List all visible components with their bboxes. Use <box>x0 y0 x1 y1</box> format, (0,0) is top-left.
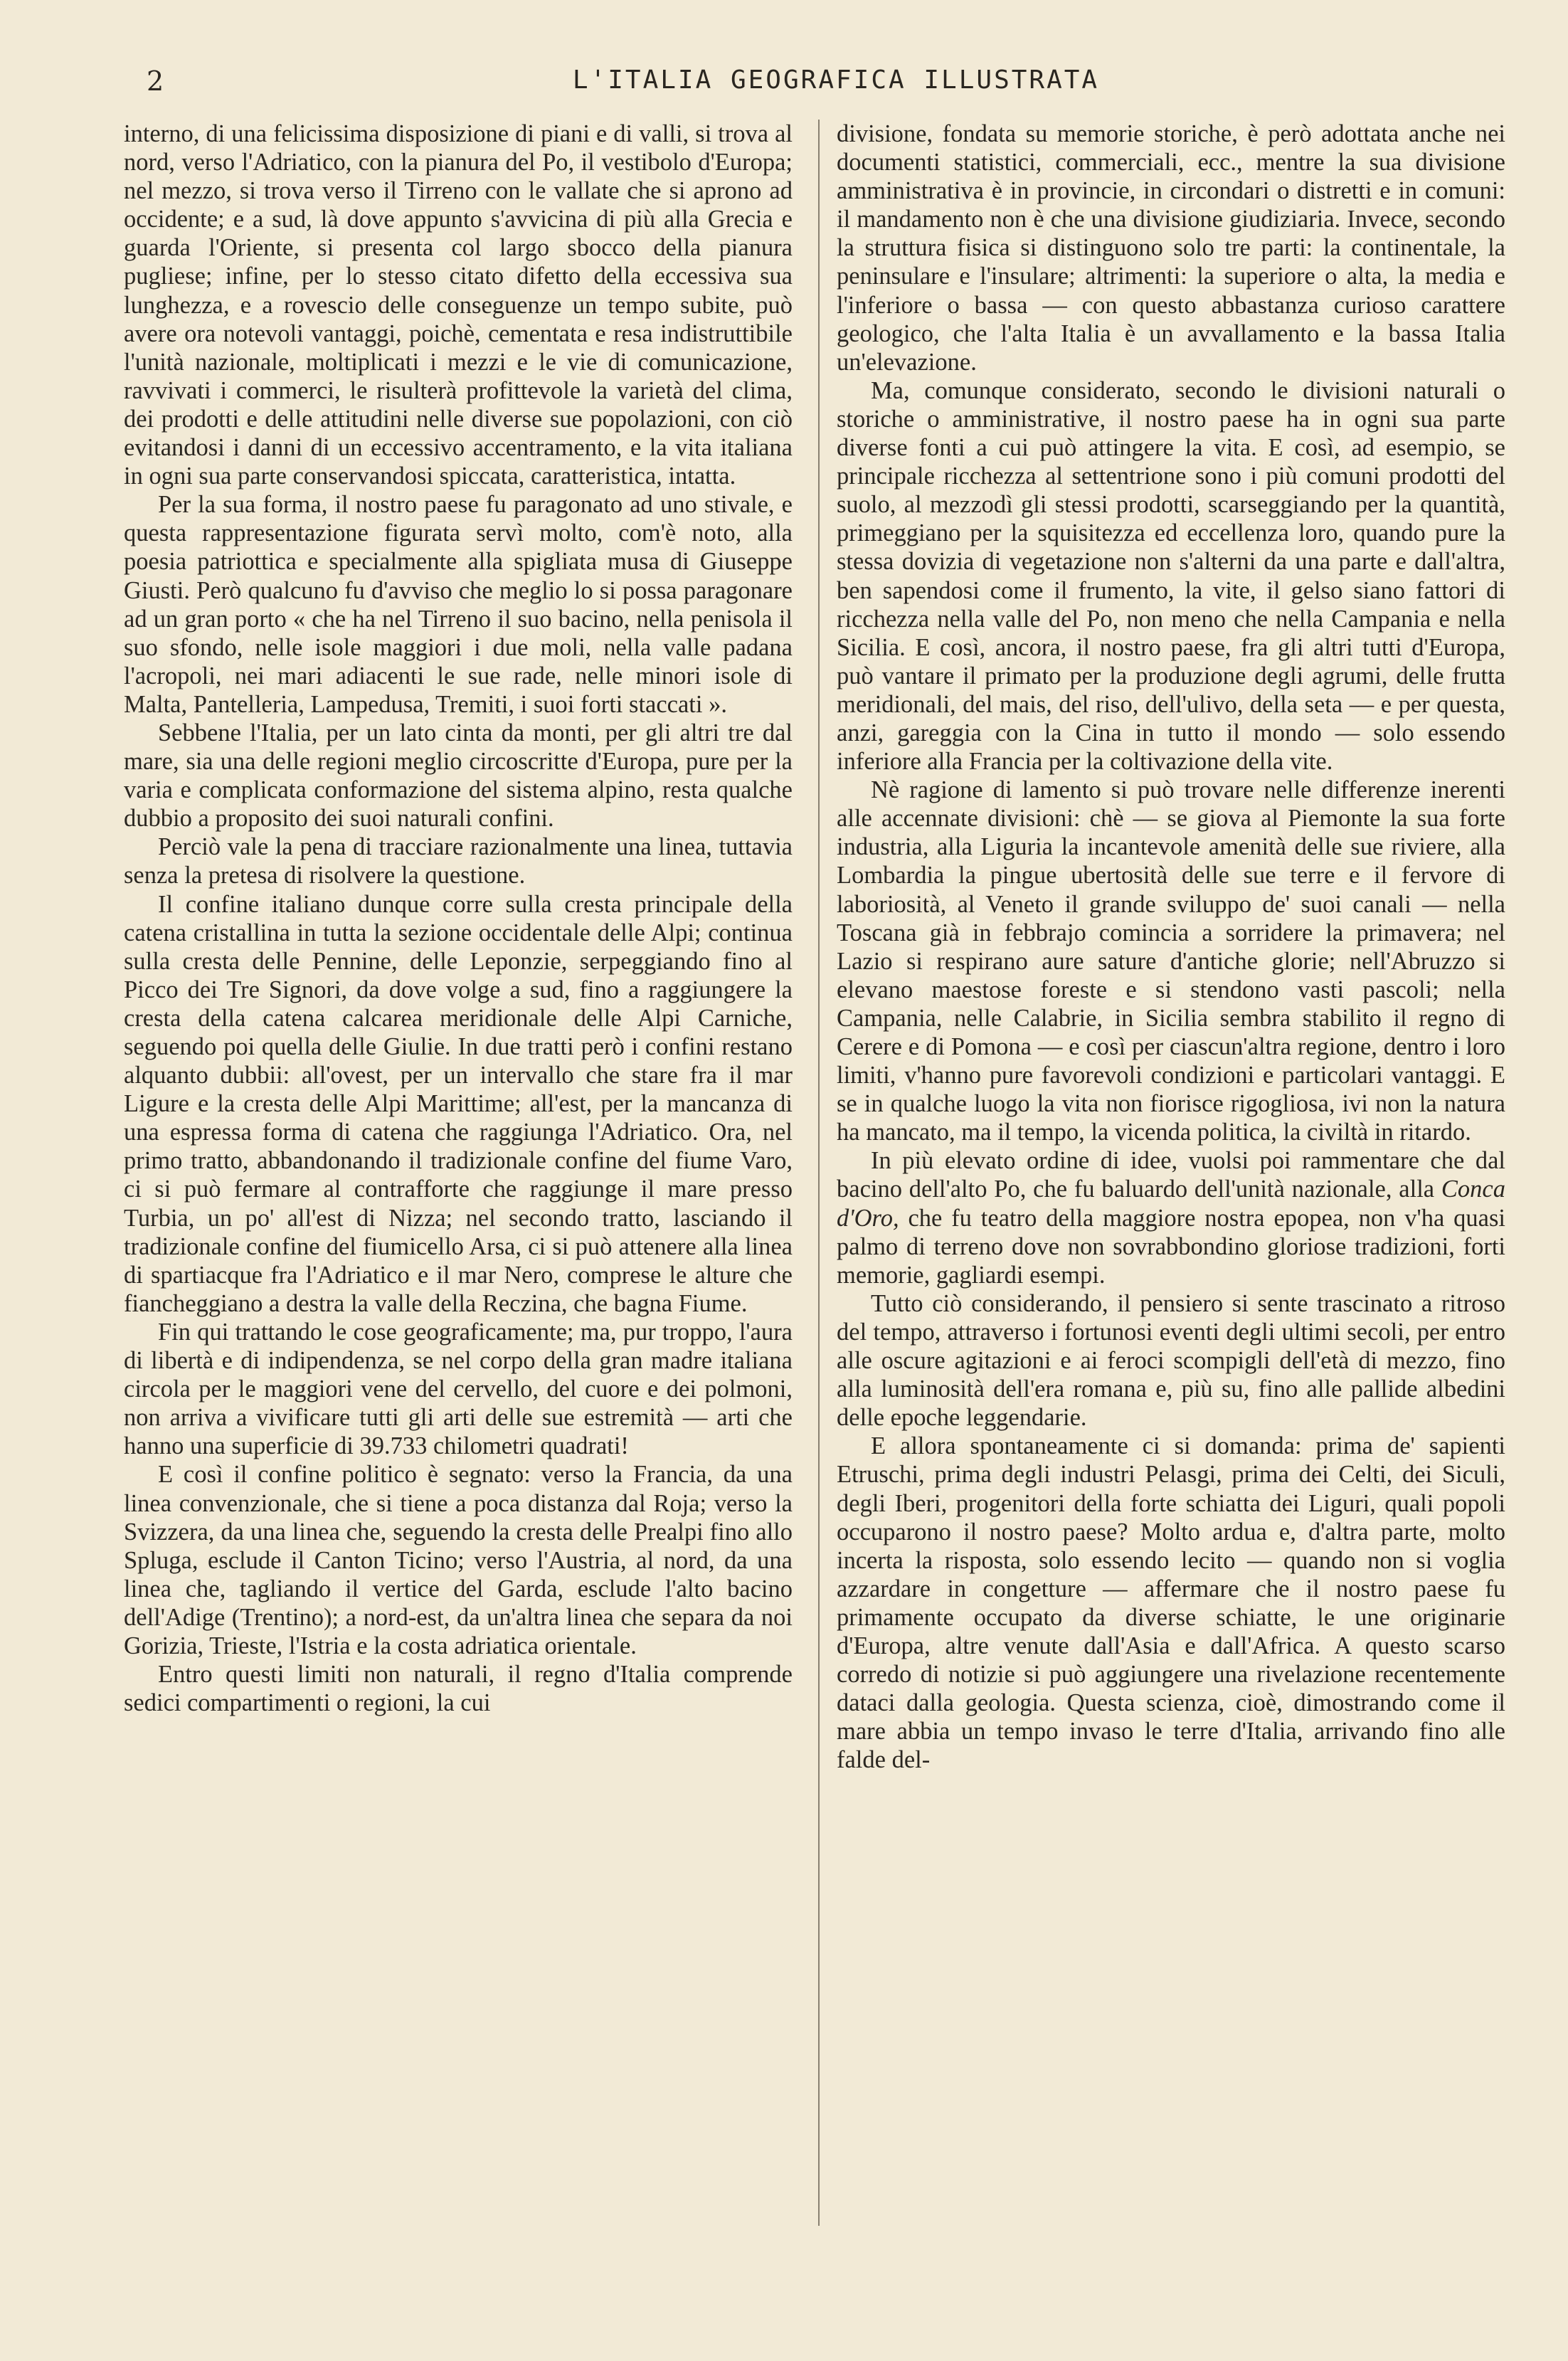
page-header <box>142 65 1530 108</box>
right-column <box>837 120 1505 1774</box>
paragraph: Il confine italiano dunque corre sulla cresta principale della catena cristallina in tutta la sezione occidentale delle Alpi; continua sulla cresta delle Pennine, delle Leponzie, serpeggiando fino al Picco dei Tre Signori, da dove volge a sud, fino a raggiungere la cresta della catena calcarea meridionale delle Alpi Carniche, seguendo poi quella delle Giulie. In due tratti però i confini restano alquanto dubbii: all'ovest, per un intervallo che stare fra il mar Ligure e la cresta delle Alpi Marittime; all'est, per la mancanza di una espressa forma di catena che raggiunga l'Adriatico. Ora, nel primo tratto, abbandonando il tradizionale confine del fiume Varo, ci si può fermare al contrafforte che raggiunge il mare presso Turbia, un po' all'est di Nizza; nel secondo tratto, lasciando il tradizionale confine del fiumicello Arsa, ci si può attenere alla linea di spartiacque fra l'Adriatico e il mar Nero, comprese le alture che fiancheggiano a destra la valle della Reczina, che bagna Fiume. <box>124 890 793 1317</box>
paragraph: E allora spontaneamente ci si domanda: prima de' sapienti Etruschi, prima degli industri Pelasgi, prima dei Celti, dei Siculi, degli Iberi, progenitori della forte schiatta dei Liguri, quali popoli occuparono il nostro paese? Molto ardua e, d'altra parte, molto incerta la risposta, solo essendo lecito — quando non si voglia azzardare in congetture — affermare che il nostro paese fu primamente occupato da diverse schiatte, le une originarie d'Europa, altre venute dall'Asia e dall'Africa. A questo scarso corredo di notizie si può aggiungere una rivelazione recentemente dataci dalla geologia. Questa scienza, cioè, dimostrando come il mare abbia un tempo invaso le terre d'Italia, arrivando fino alle falde del- <box>837 1432 1505 1774</box>
paragraph: interno, di una felicissima disposizione di piani e di valli, si trova al nord, verso l'Adriatico, con la pianura del Po, il vestibolo d'Europa; nel mezzo, si trova verso il Tirreno con le vallate che si aprono ad occidente; e a sud, là dove appunto s'avvicina di più alla Grecia e guarda l'Oriente, si presenta col largo sbocco della pianura pugliese; infine, per lo stesso citato difetto della eccessiva sua lunghezza, e a rovescio delle conseguenze un tempo subite, può avere ora notevoli vantaggi, poichè, cementata e resa indistruttibile l'unità nazionale, moltiplicati i mezzi e le vie di comunicazione, ravvivati i commerci, le risulterà profittevole la varietà del clima, dei prodotti e delle attitudini nelle diverse sue popolazioni, con ciò evitandosi i danni di un eccessivo accentramento, e la vita italiana in ogni sua parte conservandosi spiccata, caratteristica, intatta. <box>124 120 793 490</box>
paragraph: Per la sua forma, il nostro paese fu paragonato ad uno stivale, e questa rappresentazione figurata servì molto, com'è noto, alla poesia patriottica e specialmente alla spigliata musa di Giuseppe Giusti. Però qualcuno fu d'avviso che meglio lo si possa paragonare ad un gran porto « che ha nel Tirreno il suo bacino, nella penisola il suo sfondo, nelle isole maggiori i due moli, nella valle padana l'acropoli, nei mari adiacenti le sue rade, nelle minori isole di Malta, Pantelleria, Lampedusa, Tremiti, i suoi forti staccati ». <box>124 491 793 718</box>
paragraph-text: che fu teatro della maggiore nostra epopea, non v'ha quasi palmo di terreno dove non sovrabbondino gloriose tradizioni, forti memorie, gagliardi esempi. <box>837 1204 1505 1289</box>
paragraph: Entro questi limiti non naturali, il regno d'Italia comprende sedici compartimenti o regioni, la cui <box>124 1661 793 1717</box>
paragraph: divisione, fondata su memorie storiche, è però adottata anche nei documenti statistici, commerciali, ecc., mentre la sua divisione amministrativa è in provincie, in circondari o distretti e in comuni: il mandamento non è che una divisione giudiziaria. Invece, secondo la struttura fisica si distinguono solo tre parti: la continentale, la peninsulare e l'insulare; altrimenti: la superiore o alta, la media e l'inferiore o bassa — con questo abbastanza curioso carattere geologico, che l'alta Italia è un avvallamento e la bassa Italia un'elevazione. <box>837 120 1505 376</box>
paragraph: Nè ragione di lamento si può trovare nelle differenze inerenti alle accennate divisioni: chè — se giova al Piemonte la sua forte industria, alla Liguria la incantevole amenità delle sue riviere, alla Lombardia la pingue ubertosità delle sue terre e il fervore di laboriosità, al Veneto il grande sviluppo de' suoi canali — nella Toscana già in febbrajo comincia a sorridere la primavera; nel Lazio si respirano aure sature d'antiche glorie; nell'Abruzzo si elevano maestose foreste e si stendono vasti pascoli; nella Campania, nelle Calabrie, in Sicilia sembra stabilito il regno di Cerere e di Pomona — e così per ciascun'altra regione, dentro i loro limiti, v'hanno pure favorevoli condizioni e particolari vantaggi. E se in qualche luogo la vita non fiorisce rigogliosa, ivi non la natura ha mancato, ma il tempo, la vicenda politica, la civiltà in ritardo. <box>837 776 1505 1146</box>
left-column <box>124 120 793 1717</box>
paragraph <box>837 1146 1505 1289</box>
paragraph: Sebbene l'Italia, per un lato cinta da monti, per gli altri tre dal mare, sia una delle regioni meglio circoscritte d'Europa, pure per la varia e complicata conformazione del sistema alpino, resta qualche dubbio a proposito dei suoi naturali confini. <box>124 719 793 833</box>
paragraph: Ma, comunque considerato, secondo le divisioni naturali o storiche o amministrative, il nostro paese ha in ogni sua parte diverse fonti a cui può attingere la vita. E così, ad esempio, se principale ricchezza al settentrione sono i più comuni prodotti del suolo, al mezzodì gli stessi prodotti, scarseggiando per la quantità, primeggiano per la squisitezza ed eccellenza loro, quando pure la stessa dovizia di vegetazione non s'alterni da una parte e dall'altra, ben sapendosi come il frumento, la vite, il gelso siano fattori di ricchezza nella valle del Po, non meno che nella Campania e nella Sicilia. E così, ancora, il nostro paese, fra gli altri tutti d'Europa, può vantare il primato per la produzione degli agrumi, delle frutta meridionali, del mais, del riso, dell'ulivo, della seta — e per questa, anzi, gareggia con la Cina in tutto il mondo — solo essendo inferiore alla Francia per la coltivazione della vite. <box>837 376 1505 776</box>
italic-place-name: Conca d'Oro, <box>837 1176 1505 1232</box>
paragraph-text: In più elevato ordine di idee, vuolsi poi rammentare che dal bacino dell'alto Po, che fu baluardo dell'unità nazionale, alla <box>837 1147 1505 1203</box>
running-title: L'ITALIA GEOGRAFICA ILLUSTRATA <box>572 65 1100 95</box>
paragraph: E così il confine politico è segnato: verso la Francia, da una linea convenzionale, che si tiene a poca distanza dal Roja; verso la Svizzera, da una linea che, seguendo la cresta delle Prealpi fino allo Spluga, esclude il Canton Ticino; verso l'Austria, al nord, da una linea che, tagliando il vertice del Garda, esclude l'alto bacino dell'Adige (Trentino); a nord-est, da un'altra linea che separa da noi Gorizia, Trieste, l'Istria e la costa adriatica orientale. <box>124 1461 793 1659</box>
paragraph: Fin qui trattando le cose geograficamente; ma, pur troppo, l'aura di libertà e di indipendenza, se nel corpo della gran madre italiana circola per le maggiori vene del cervello, del cuore e dei polmoni, non arriva a vivificare tutti gli arti delle sue estremità — arti che hanno una superficie di 39.733 chilometri quadrati! <box>124 1318 793 1460</box>
paragraph: Perciò vale la pena di tracciare razionalmente una linea, tuttavia senza la pretesa di risolvere la questione. <box>124 833 793 889</box>
column-divider <box>818 120 820 2226</box>
page-number: 2 <box>147 65 165 97</box>
paragraph: Tutto ciò considerando, il pensiero si sente trascinato a ritroso del tempo, attraverso i fortunosi eventi degli ultimi secoli, per entro alle oscure agitazioni e ai feroci scompigli dell'età di mezzo, fino alla luminosità dell'era romana e, più su, fino alle pallide albedini delle epoche leggendarie. <box>837 1289 1505 1432</box>
